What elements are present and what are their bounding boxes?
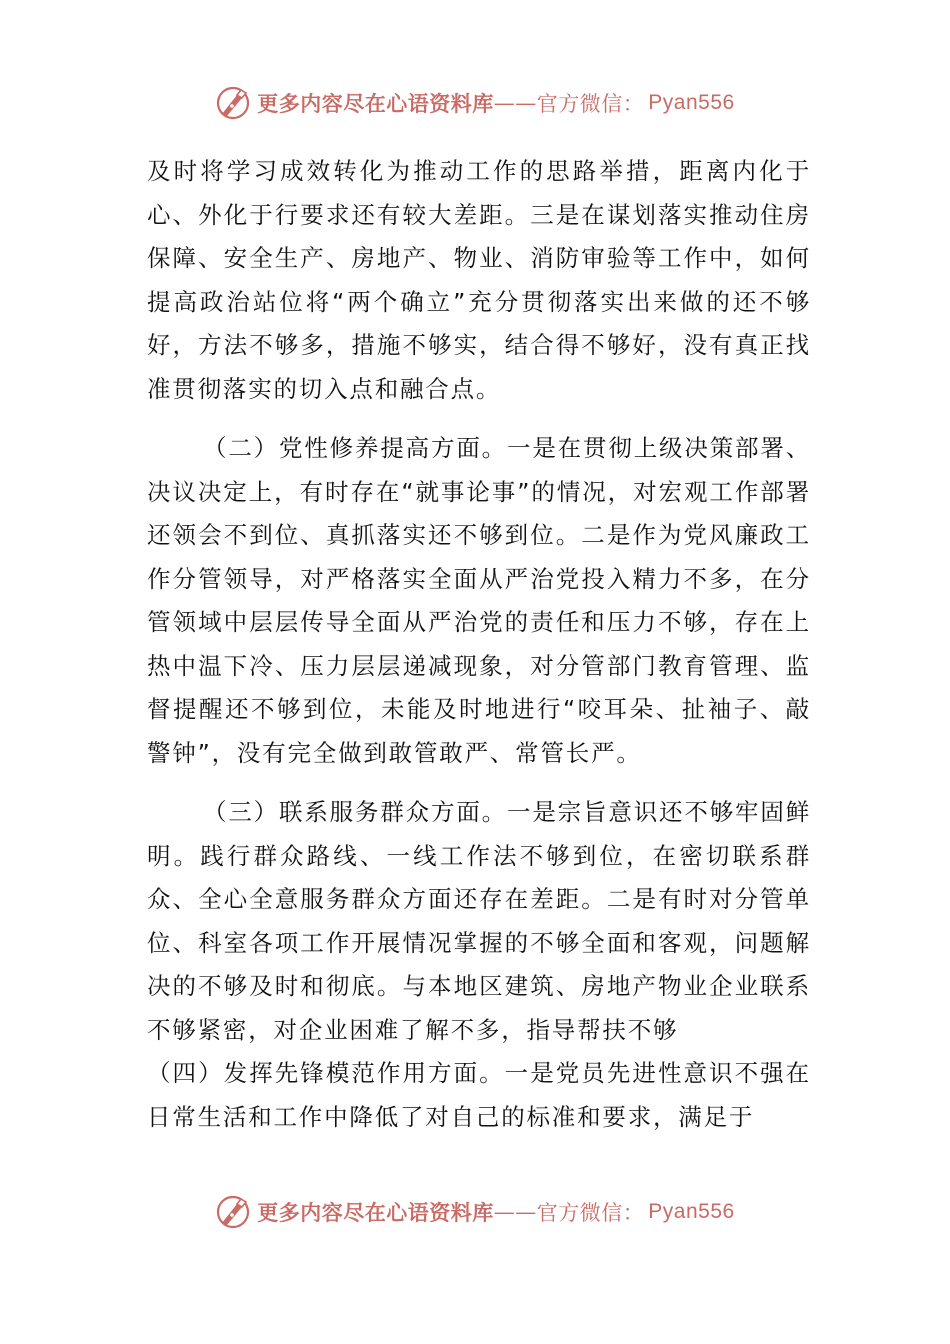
contact-label: 官方微信： (536, 1201, 645, 1225)
contact-id: Pyan556 (648, 1200, 735, 1223)
paragraph-vanguard-role: （四）发挥先锋模范作用方面。一是党员先进性意识不强在日常生活和工作中降低了对自己的标准和要求，满足于 (147, 1059, 811, 1131)
separator: —— (493, 1200, 537, 1224)
contact-id: Pyan556 (648, 91, 735, 114)
brand-text: 更多内容尽在心语资料库 (257, 91, 494, 116)
contact-label: 官方微信： (536, 92, 645, 116)
document-body (147, 150, 811, 1139)
footer-watermark-banner (0, 1190, 950, 1234)
paragraph-continuation: 及时将学习成效转化为推动工作的思路举措，距离内化于心、外化于行要求还有较大差距。三是在谋划落实推动住房保障、安全生产、房地产、物业、消防审验等工作中，如何提高政治站位将“两个确立”充分贯彻落实出来做的还不够好，方法不够多，措施不够实，结合得不够好，没有真正找准贯彻落实的切入点和融合点。 (147, 157, 811, 403)
separator: —— (493, 91, 537, 115)
header-watermark-banner (0, 81, 950, 125)
paragraph-party-spirit: （二）党性修养提高方面。一是在贯彻上级决策部署、决议决定上，有时存在“就事论事”的情况，对宏观工作部署还领会不到位、真抓落实还不够到位。二是作为党风廉政工作分管领导，对严格落实全面从严治党投入精力不多，在分管领域中层层传导全面从严治党的责任和压力不够，存在上热中温下冷、压力层层递减现象，对分管部门教育管理、监督提醒还不够到位，未能及时地进行“咬耳朵、扯袖子、敲警钟”，没有完全做到敢管敢严、常管长严。 (147, 434, 811, 767)
paragraph-serving-masses: （三）联系服务群众方面。一是宗旨意识还不够牢固鲜明。践行群众路线、一线工作法不够到位，在密切联系群众、全心全意服务群众方面还存在差距。二是有时对分管单位、科室各项工作开展情况掌握的不够全面和客观，问题解决的不够及时和彻底。与本地区建筑、房地产物业企业联系不够紧密，对企业困难了解不多，指导帮扶不够 (147, 798, 811, 1044)
pen-nib-logo-icon (215, 1194, 251, 1230)
brand-text: 更多内容尽在心语资料库 (257, 1200, 494, 1225)
pen-nib-logo-icon (215, 85, 251, 121)
